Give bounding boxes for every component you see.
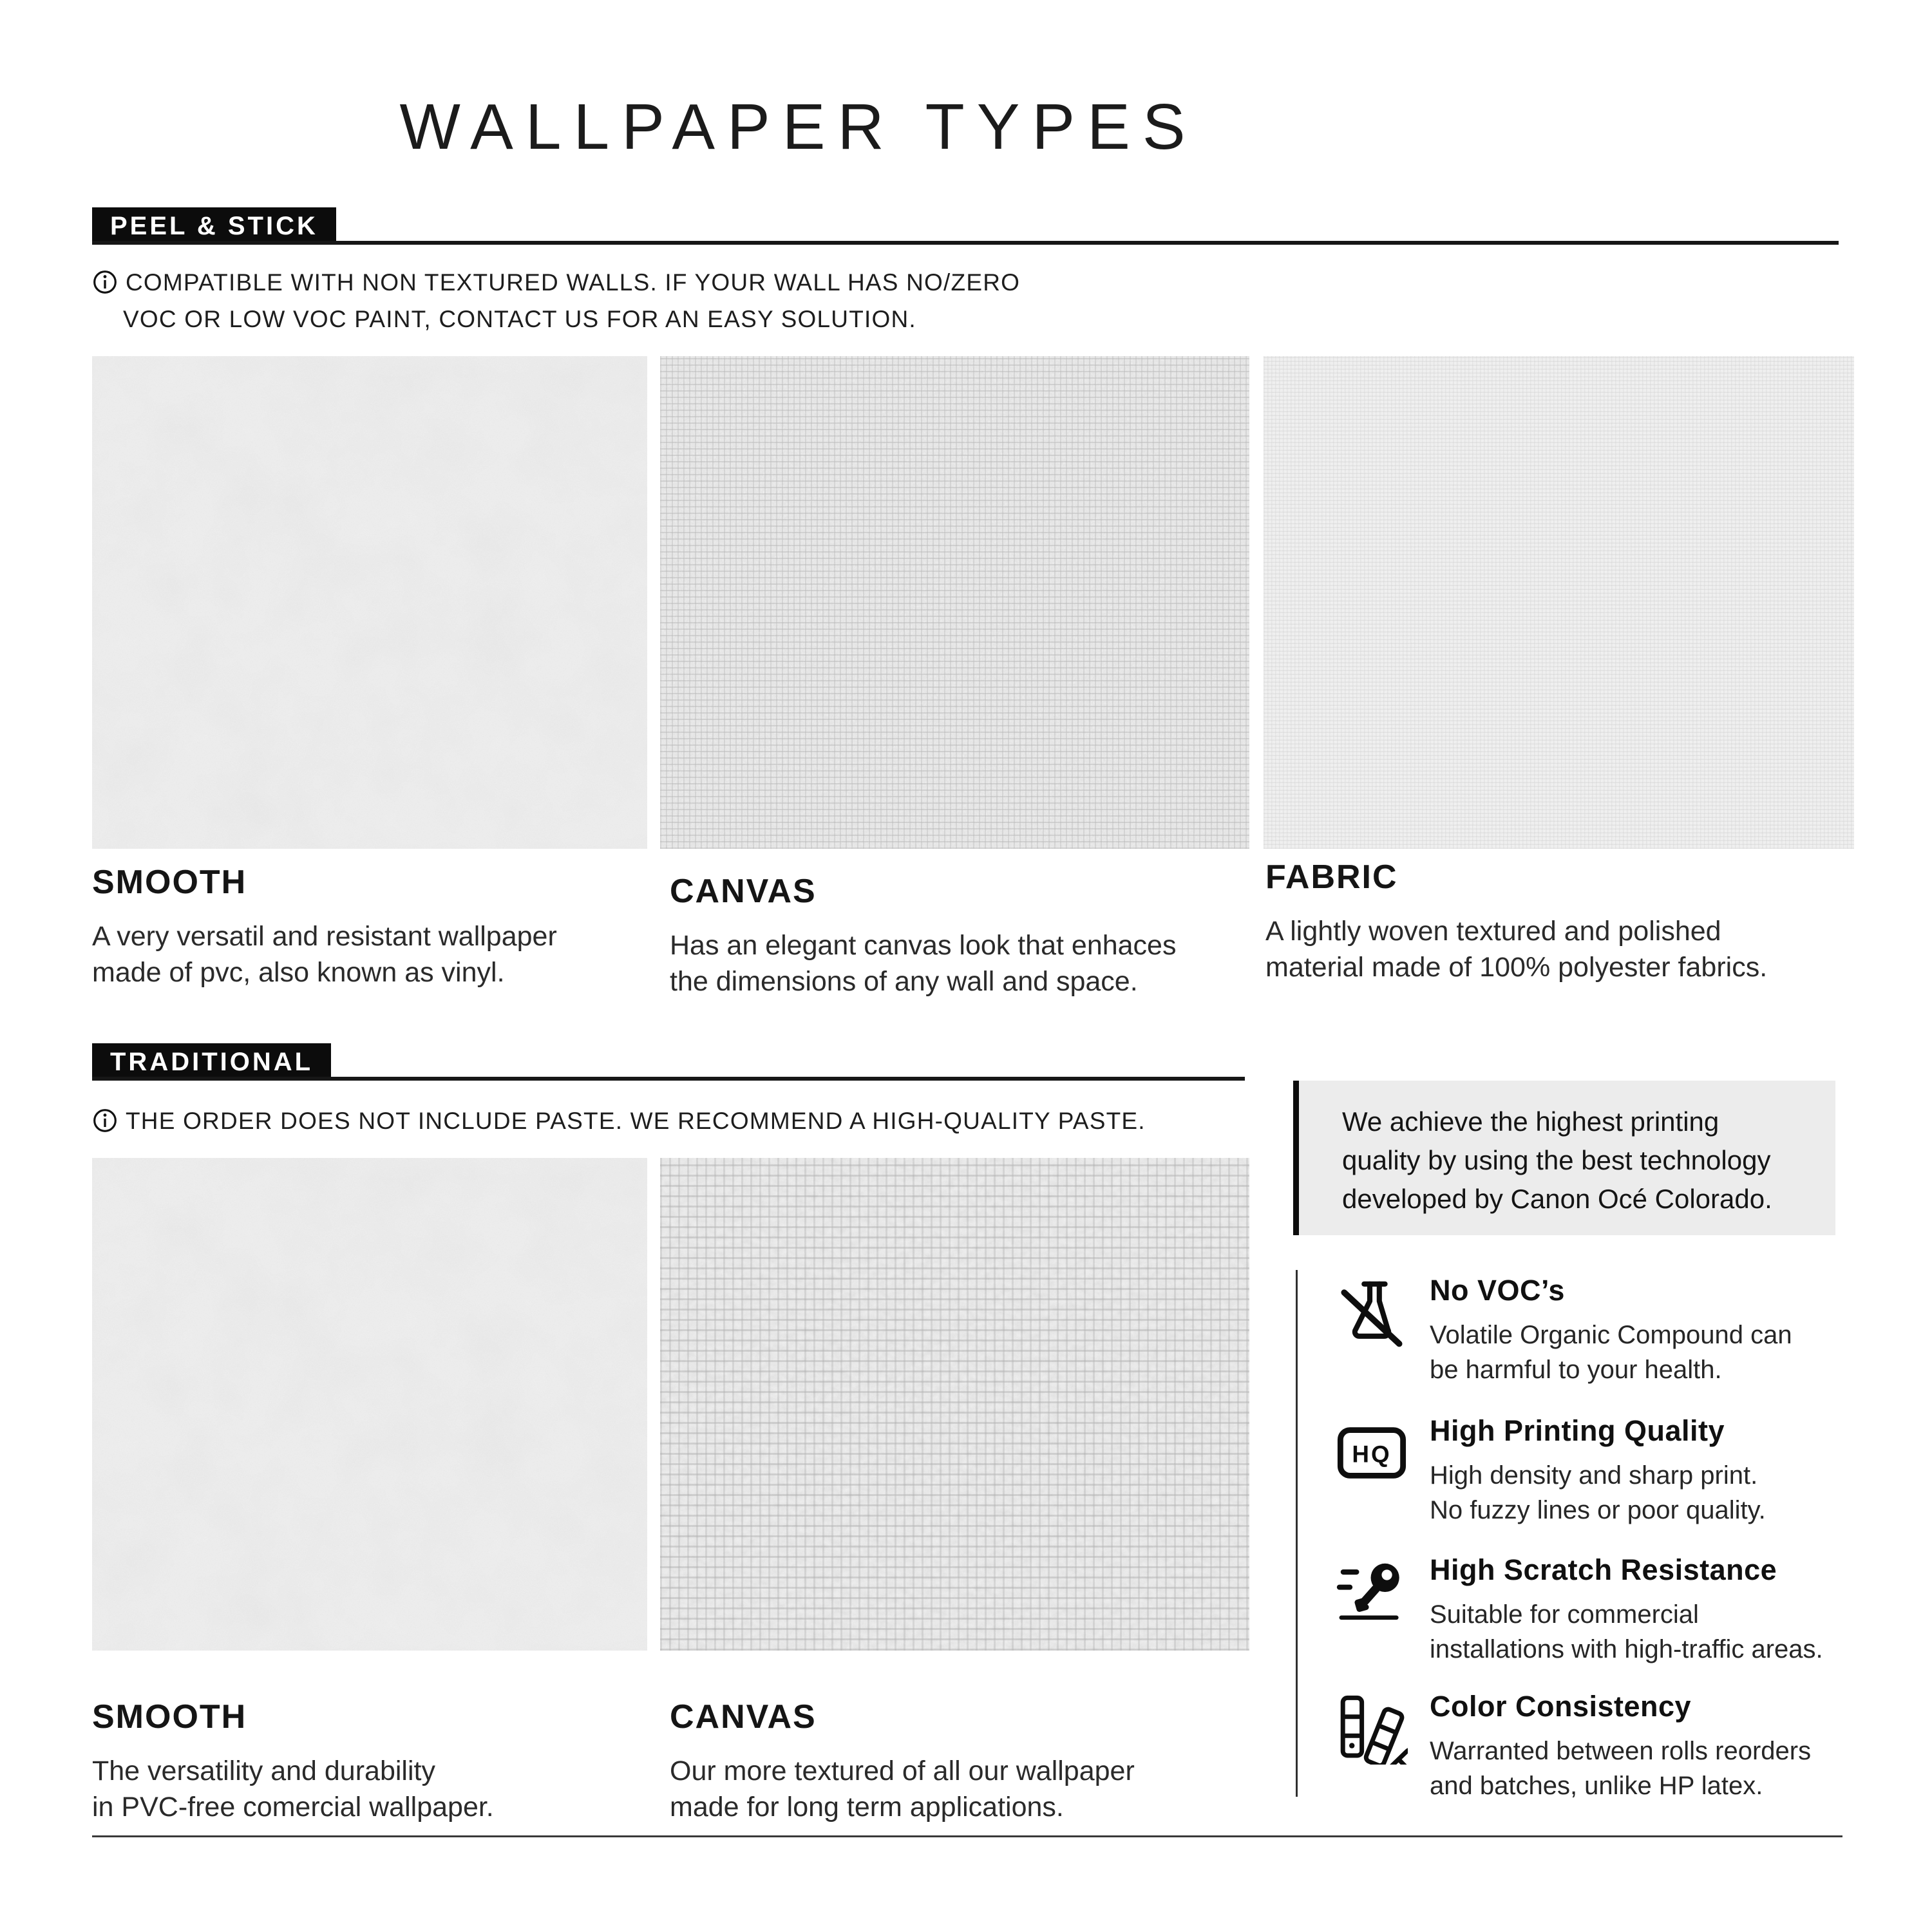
peel-and-stick-label-text: PEEL & STICK [110,211,318,240]
feature-line: and batches, unlike HP latex. [1430,1772,1763,1800]
feature-no-voc [1329,1274,1896,1387]
feature-text [1430,1274,1792,1387]
texture-noise [660,1158,1249,1651]
feature-line: No fuzzy lines or poor quality. [1430,1496,1766,1524]
feature-line: be harmful to your health. [1430,1356,1722,1384]
note-line [92,264,1020,301]
info-icon [92,269,118,295]
caption-title: CANVAS [670,1698,817,1736]
caption-body [1265,913,1839,985]
feature-high-scratch-resistance [1329,1553,1896,1667]
peel-and-stick-rule [92,241,1839,245]
caption-line: Has an elegant canvas look that enhaces [670,930,1177,961]
caption-title: SMOOTH [92,1698,247,1736]
caption-line: material made of 100% polyester fabrics. [1265,952,1768,983]
texture-noise [1264,356,1854,849]
feature-line: High density and sharp print. [1430,1461,1758,1490]
feature-line: installations with high-traffic areas. [1430,1635,1823,1663]
feature-color-consistency [1329,1690,1896,1803]
caption-smooth-peel [92,863,665,990]
texture-noise [660,356,1249,849]
caption-body [670,1753,1243,1825]
note-text: THE ORDER DOES NOT INCLUDE PASTE. WE RECOMMEND A HIGH-QUALITY PASTE. [126,1108,1146,1134]
features-divider-line [1296,1270,1298,1797]
caption-line: A very versatil and resistant wallpaper [92,921,557,952]
traditional-note [92,1103,1146,1139]
feature-title: Color Consistency [1430,1690,1692,1723]
note-text: COMPATIBLE WITH NON TEXTURED WALLS. IF YOUR WALL HAS NO/ZERO [126,269,1021,296]
caption-line: The versatility and durability [92,1756,435,1786]
feature-body [1430,1734,1811,1803]
caption-body [92,1753,665,1825]
traditional-rule [92,1077,1245,1081]
bottom-divider-rule [92,1835,1842,1837]
caption-title: CANVAS [670,873,817,910]
feature-line: Warranted between rolls reorders [1430,1737,1812,1765]
peel-and-stick-note [92,264,1020,337]
peel-and-stick-label [92,207,336,245]
caption-line: in PVC-free comercial wallpaper. [92,1792,494,1823]
caption-title: FABRIC [1265,858,1398,896]
printing-quality-callout [1293,1081,1835,1235]
caption-line: made of pvc, also known as vinyl. [92,957,505,988]
feature-body [1430,1458,1766,1528]
callout-line: quality by using the best technology [1342,1145,1771,1175]
feature-title: High Printing Quality [1430,1414,1725,1447]
caption-line: the dimensions of any wall and space. [670,966,1138,997]
texture-noise [92,356,647,849]
caption-canvas-traditional [670,1698,1243,1825]
note-line [92,1103,1146,1139]
info-icon [92,1108,118,1133]
callout-line: We achieve the highest printing [1342,1106,1719,1137]
swatch-image-canvas-peel [660,356,1249,849]
note-line: VOC OR LOW VOC PAINT, CONTACT US FOR AN EASY SOLUTION. [123,306,916,332]
caption-smooth-traditional [92,1698,665,1825]
feature-text [1430,1553,1823,1667]
feature-high-printing-quality [1329,1414,1896,1528]
feature-title: No VOC’s [1430,1274,1565,1307]
feature-title: High Scratch Resistance [1430,1553,1777,1586]
swatch-image-smooth-peel [92,356,647,849]
callout-accent-bar [1293,1081,1299,1235]
feature-body [1430,1318,1792,1387]
caption-body [92,918,665,990]
traditional-label-text: TRADITIONAL [110,1047,314,1076]
feature-body [1430,1597,1823,1667]
caption-line: A lightly woven textured and polished [1265,916,1721,947]
caption-fabric-peel [1265,858,1839,985]
feature-text [1430,1414,1766,1528]
caption-canvas-peel [670,872,1243,999]
swatch-image-canvas-traditional [660,1158,1249,1651]
feature-line: Volatile Organic Compound can [1430,1321,1792,1349]
caption-body [670,927,1243,999]
feature-line: Suitable for commercial [1430,1600,1699,1629]
hq-badge-icon [1329,1414,1414,1489]
swatch-image-smooth-traditional [92,1158,647,1651]
caption-line: Our more textured of all our wallpaper [670,1756,1135,1786]
page-title: WALLPAPER TYPES [399,91,1198,163]
caption-line: made for long term applications. [670,1792,1064,1823]
swatch-image-fabric-peel [1264,356,1854,849]
no-voc-flask-icon [1329,1274,1414,1349]
texture-noise [92,1158,647,1651]
callout-line: developed by Canon Océ Colorado. [1342,1184,1772,1214]
traditional-label [92,1043,331,1081]
feature-text [1430,1690,1811,1803]
caption-title: SMOOTH [92,864,247,901]
svg-text:HQ: HQ [1352,1441,1392,1468]
key-scratch-icon [1329,1553,1414,1628]
color-swatchbook-icon [1329,1690,1414,1765]
callout-text [1342,1103,1772,1218]
